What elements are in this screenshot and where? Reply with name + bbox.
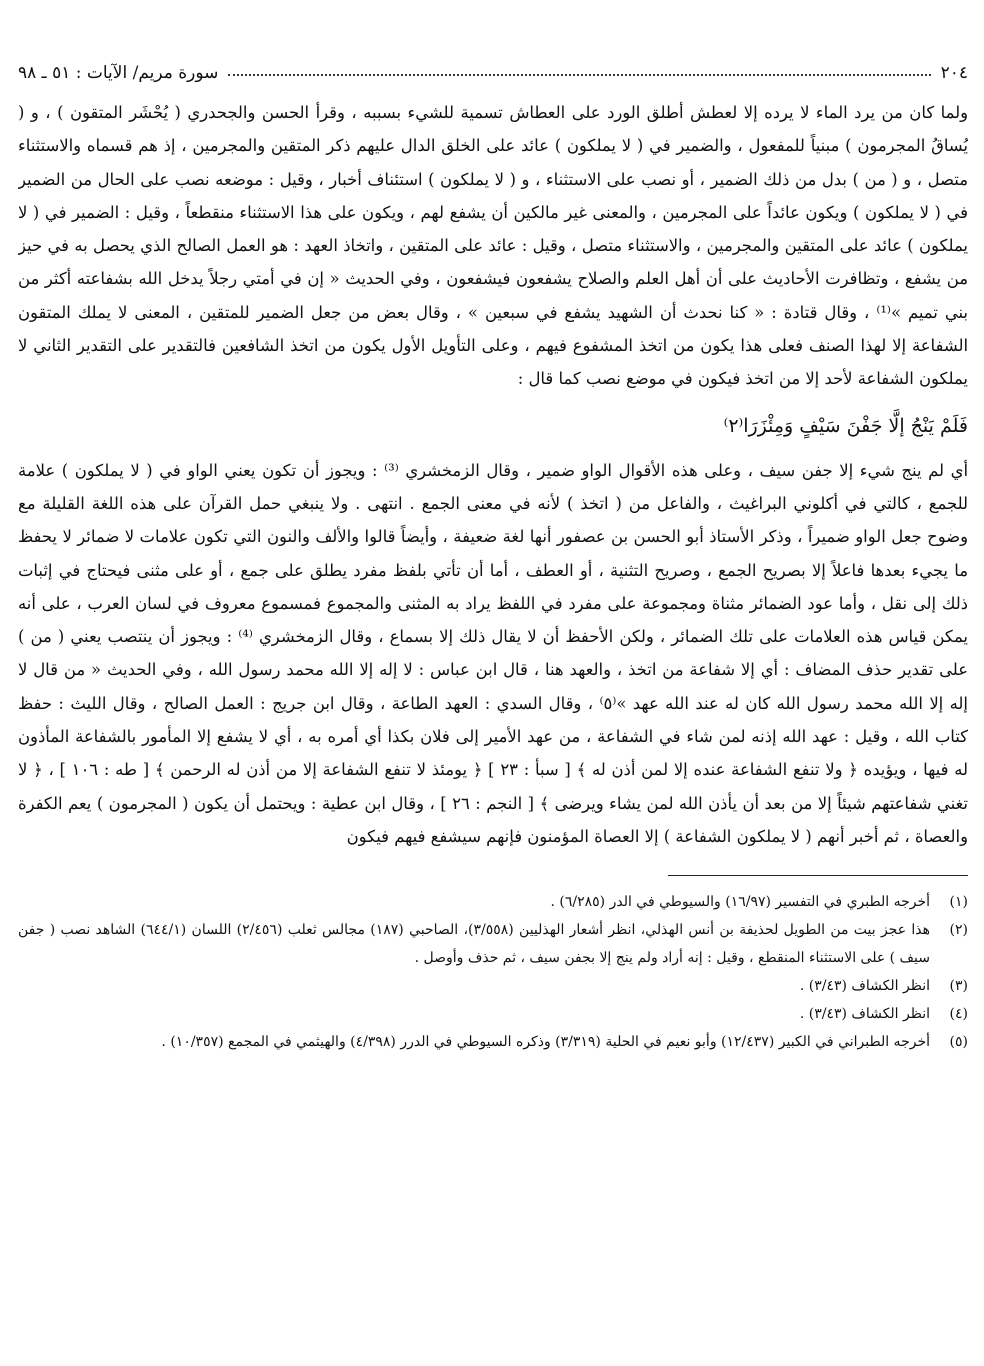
running-header: [18, 58, 968, 88]
footnote: [18, 1000, 968, 1028]
page-number: ٢٠٤: [940, 63, 968, 83]
footnote: [18, 916, 968, 972]
book-page: [18, 58, 968, 1348]
footnote-text: انظر الكشاف (٣/٤٣) .: [799, 1006, 930, 1023]
poetry-verse: فَلَمْ يَنْجُ إلَّا جَفْنَ سَيْفٍ وَمِئْزَرَا⁽٢⁾: [723, 414, 968, 437]
footnote-number: (٤): [949, 1006, 968, 1023]
dotted-leader: [228, 74, 930, 76]
footnote-number: (٢): [949, 922, 968, 939]
footnote-separator: [668, 875, 968, 876]
paragraph: ولما كان من يرد الماء لا يرده إلا لعطش أطلق الورد على العطاش تسمية للشيء بسببه ، وقرأ الحسن والجحدري ( يُحْشَر المتقون ) ، و ( يُساقُ المجرمون ) مبنياً للمفعول ، والضمير في ( لا يملكون ) عائد على الخلق الدال عليهم ذكر المتقين والمجرمين ، إذ هم قسماه والاستثناء متصل ، و ( من ) بدل من ذلك الضمير ، أو نصب على الاستثناء ، و ( لا يملكون ) استئناف أخبار ، وقيل : موضعه نصب على الحال من الضمير في ( لا يملكون ) ويكون عائداً على المجرمين ، والمعنى غير مالكين أن يشفع لهم ، ويكون على هذا الاستثناء منقطعاً ، وقيل : الضمير في ( لا يملكون ) عائد على المتقين والمجرمين ، والاستثناء متصل ، وقيل : عائد على المتقين ، واتخاذ العهد : هو العمل الصالح الذي يحصل به في حيز من يشفع ، وتظافرت الأحاديث على أن أهل العلم والصلاح يشفعون فيشفعون ، وفي الحديث « إن في أمتي رجلاً يدخل الله بشفاعته أكثر من بني تميم »⁽¹⁾ ، وقال قتادة : « كنا نحدث أن الشهيد يشفع في سبعين » ، وقال بعض من جعل الضمير للمتقين ، المعنى لا يملك المتقون الشفاعة إلا لهذا الصنف فعلى هذا يكون من اتخذ المشفوع فيهم ، وعلى التأويل الأول يكون من اتخذ الشافعين فالتقدير على التقدير الثاني لا يملكون الشفاعة لأحد إلا من اتخذ فيكون في موضع نصب كما قال :: [18, 103, 968, 389]
footnote: [18, 972, 968, 1000]
footnote-number: (٥): [949, 1034, 968, 1051]
footnote: [18, 1028, 968, 1056]
footnote-text: هذا عجز بيت من الطويل لحذيفة بن أنس الهذلي، انظر أشعار الهذليين (٣/٥٥٨)، الصاحبي (١٨٧) مجالس ثعلب (٢/٤٥٦) اللسان (٦٤٤/١) الشاهد نصب ( جفن سيف ) على الاستثناء المنقطع ، وقيل : إنه أراد ولم ينج إلا بجفن سيف ، ثم حذف وأوصل .: [18, 922, 930, 967]
footnote: [18, 888, 968, 916]
footnote-text: انظر الكشاف (٣/٤٣) .: [799, 978, 930, 995]
footnote-number: (١): [949, 894, 968, 911]
footnote-text: أخرجه الطبري في التفسير (١٦/٩٧) والسيوطي في الدر (٦/٢٨٥) .: [550, 894, 930, 911]
main-text: [18, 96, 968, 853]
paragraph: أي لم ينج شيء إلا جفن سيف ، وعلى هذه الأقوال الواو ضمير ، وقال الزمخشري ⁽³⁾ : ويجوز أن تكون يعني الواو في ( لا يملكون ) علامة للجمع ، كالتي في أكلوني البراغيث ، والفاعل من ( اتخذ ) لأنه في معنى الجمع . انتهى . ولا ينبغي حمل القرآن على هذه اللغة القليلة مع وضوح جعل الواو ضميراً ، وذكر الأستاذ أبو الحسن بن عصفور أنها لغة ضعيفة ، وأيضاً قالوا والألف والنون التي تكون علامات لا ضمائر لا يحفظ ما يجيء بعدها فاعلاً إلا بصريح الجمع ، وصريح التثنية ، أو العطف ، أما أن تأتي بلفظ مفرد يطلق على جمع ، أو على مثنى فيحتاج في إثبات ذلك إلى نقل ، وأما عود الضمائر مثناة ومجموعة على مفرد في اللفظ يراد به المثنى والمجموع فمسموع معروف في لسان العرب ، على أنه يمكن قياس هذه العلامات على تلك الضمائر ، ولكن الأحفظ أن لا يقال ذلك إلا بسماع ، وقال الزمخشري ⁽⁴⁾ : ويجوز أن ينتصب يعني ( من ) على تقدير حذف المضاف : أي إلا شفاعة من اتخذ ، والعهد هنا ، قال ابن عباس : لا إله إلا الله محمد رسول الله ، وفي الحديث « من قال لا إله إلا الله محمد رسول الله كان له عند الله عهد »⁽٥⁾ ، وقال السدي : العهد الطاعة ، وقال ابن جريج : العمل الصالح ، وقال الليث : حفظ كتاب الله ، وقيل : عهد الله إذنه لمن شاء في الشفاعة ، من عهد الأمير إلى فلان بكذا أي أمره به ، أي لا يشفع إلا المأمور بالشفاعة المأذون له فيها ، ويؤيده ﴿ ولا تنفع الشفاعة عنده إلا لمن أذن له ﴾ [ سبأ : ٢٣ ] ﴿ يومئذ لا تنفع الشفاعة إلا من أذن له الرحمن ﴾ [ طه : ١٠٦ ] ، ﴿ لا تغني شفاعتهم شيئاً إلا من بعد أن يأذن الله لمن يشاء ويرضى ﴾ [ النجم : ٢٦ ] ، وقال ابن عطية : ويحتمل أن يكون ( المجرمون ) يعم الكفرة والعصاة ، ثم أخبر أنهم ( لا يملكون الشفاعة ) إلا العصاة المؤمنون فإنهم سيشفع فيهم فيكون: [18, 460, 968, 846]
footnote-text: أخرجه الطبراني في الكبير (١٢/٤٣٧) وأبو نعيم في الحلية (٣/٣١٩) وذكره السيوطي في الدرر (٤/٣٩٨) والهيثمي في المجمع (١٠/٣٥٧) .: [161, 1034, 930, 1051]
chapter-title: سورة مريم/ الآيات : ٥١ ـ ٩٨: [18, 63, 219, 83]
footnotes: [18, 888, 968, 1056]
footnote-number: (٣): [949, 978, 968, 995]
